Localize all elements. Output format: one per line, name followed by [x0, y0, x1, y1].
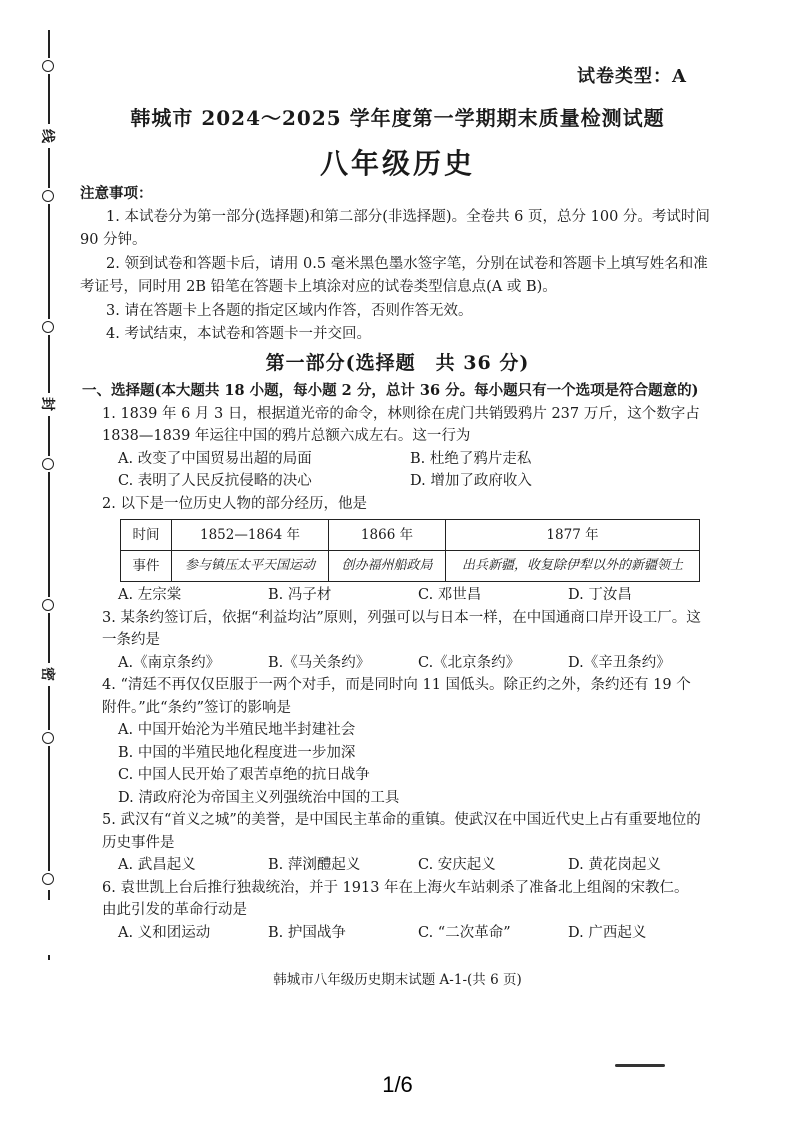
- option-d: D. 增加了政府收入: [410, 473, 532, 489]
- subject-title: 八年级历史: [319, 147, 475, 180]
- binding-line: [48, 746, 50, 871]
- table-cell: 1852—1864 年: [172, 520, 329, 551]
- option-d: D. 广西起义: [568, 924, 647, 941]
- question-options: [118, 854, 702, 877]
- question-options: [118, 584, 702, 607]
- notes-heading: 注意事项：: [80, 185, 153, 202]
- table-cell: 参与镇压太平天国运动: [172, 551, 329, 582]
- option-b: B. 冯子材: [268, 587, 332, 603]
- question-stem: 5. 武汉有“首义之城”的美誉，是中国民主革命的重镇。使武汉在中国近代史上占有重要地位的历史事件是: [102, 812, 701, 851]
- option-d: D. 黄花岗起义: [568, 857, 661, 873]
- binding-line: [48, 686, 50, 730]
- option-c: C. 中国人民开始了艰苦卓绝的抗日战争: [118, 767, 370, 783]
- notes-item: 2. 领到试卷和答题卡后，请用 0.5 毫米黑色墨水签字笔，分别在试卷和答题卡上填写姓名和准考证号，同时用 2B 铅笔在答题卡上填涂对应的试卷类型信息点(A 或 B)。: [80, 255, 708, 295]
- table-cell: 1866 年: [329, 520, 446, 551]
- option-c: C.《北京条约》: [418, 654, 521, 671]
- option-a: A. 义和团运动: [118, 924, 211, 941]
- table-row: [121, 520, 700, 551]
- binding-char-mi: 密: [39, 667, 55, 681]
- biography-table: [120, 519, 700, 582]
- binding-char-xian: 线: [39, 129, 55, 143]
- question-stem: 3. 某条约签订后，依据“利益均沾”原则，列强可以与日本一样，在中国通商口岸开设工厂。这一条约是: [102, 609, 701, 648]
- binding-hole: [42, 599, 54, 611]
- paper-type-label: 试卷类型：A: [577, 66, 687, 87]
- binding-hole: [42, 458, 54, 470]
- table-header-cell: 时间: [121, 520, 172, 551]
- notes-item: 4. 考试结束，本试卷和答题卡一并交回。: [106, 326, 371, 342]
- option-a: A. 中国开始沦为半殖民地半封建社会: [118, 722, 356, 738]
- option-b: B.《马关条约》: [268, 654, 371, 671]
- question-stem: 4. “清廷不再仅仅臣服于一两个对手，而是同时向 11 国低头。除正约之外，条约还有 19 个附件。”此“条约”签订的影响是: [102, 677, 691, 716]
- question-5: [102, 809, 702, 877]
- section-heading: 一、选择题(本大题共 18 小题，每小题 2 分，总计 36 分。每小题只有一个选项是符合题意的): [82, 382, 699, 399]
- page-number: 1/6: [382, 1072, 413, 1097]
- notes-item: 1. 本试卷分为第一部分(选择题)和第二部分(非选择题)。全卷共 6 页，总分 100 分。考试时间 90 分钟。: [80, 208, 710, 248]
- option-b: B. 中国的半殖民地化程度进一步加深: [118, 744, 356, 761]
- option-a: A. 左宗棠: [118, 587, 182, 603]
- option-d: D. 丁汝昌: [568, 587, 632, 603]
- option-d: D. 清政府沦为帝国主义列强统治中国的工具: [118, 789, 400, 806]
- option-b: B. 杜绝了鸦片走私: [410, 450, 532, 467]
- question-stem: 2. 以下是一位历史人物的部分经历，他是: [102, 495, 367, 512]
- notes-item: 3. 请在答题卡上各题的指定区域内作答，否则作答无效。: [106, 302, 473, 319]
- binding-line: [48, 30, 50, 58]
- option-b: B. 萍浏醴起义: [268, 857, 361, 873]
- question-options: [118, 652, 702, 675]
- binding-hole: [42, 321, 54, 333]
- exam-notes: [80, 182, 710, 347]
- binding-hole: [42, 190, 54, 202]
- binding-hole: [42, 732, 54, 744]
- option-c: C. 邓世昌: [418, 587, 482, 603]
- question-3: [102, 607, 702, 675]
- table-header-cell: 事件: [121, 551, 172, 582]
- option-a: A.《南京条约》: [118, 654, 221, 671]
- option-c: C. 表明了人民反抗侵略的决心: [118, 473, 312, 489]
- option-b: B. 护国战争: [268, 924, 346, 941]
- question-1: [102, 403, 702, 493]
- scan-mark: [615, 1064, 665, 1067]
- table-row: [121, 551, 700, 582]
- question-options: [118, 922, 702, 945]
- question-6: [102, 877, 702, 945]
- option-c: C. “二次革命”: [418, 924, 511, 941]
- part-one-title: 第一部分(选择题 共 36 分): [265, 352, 530, 374]
- question-stem: 6. 袁世凯上台后推行独裁统治，并于 1913 年在上海火车站刺杀了准备北上组阁的宋教仁。由此引发的革命行动是: [102, 879, 689, 918]
- option-a: A. 改变了中国贸易出超的局面: [118, 450, 312, 467]
- binding-line: [48, 613, 50, 663]
- option-d: D.《辛丑条约》: [568, 654, 671, 671]
- questions-area: [82, 380, 702, 944]
- exam-title: 韩城市 2024～2025 学年度第一学期期末质量检测试题: [130, 106, 665, 130]
- question-2: [102, 493, 702, 607]
- table-cell: 1877 年: [446, 520, 700, 551]
- question-options: [102, 719, 702, 809]
- binding-line: [48, 472, 50, 597]
- binding-line: [48, 416, 50, 456]
- option-a: A. 武昌起义: [118, 857, 196, 873]
- binding-line: [48, 890, 50, 900]
- binding-char-feng: 封: [39, 397, 55, 411]
- binding-line: [48, 204, 50, 319]
- binding-line: [48, 955, 50, 960]
- question-options: [118, 448, 702, 493]
- table-cell: 创办福州船政局: [329, 551, 446, 582]
- option-c: C. 安庆起义: [418, 857, 496, 873]
- binding-hole: [42, 873, 54, 885]
- table-cell: 出兵新疆，收复除伊犁以外的新疆领土: [446, 551, 700, 582]
- question-4: [102, 674, 702, 809]
- question-stem: 1. 1839 年 6 月 3 日，根据道光帝的命令，林则徐在虎门共销毁鸦片 237 万斤，这个数字占 1838—1839 年运往中国的鸦片总额六成左右。这一行为: [102, 405, 700, 444]
- binding-hole: [42, 60, 54, 72]
- page-footer: 韩城市八年级历史期末试题 A-1-(共 6 页): [273, 972, 522, 988]
